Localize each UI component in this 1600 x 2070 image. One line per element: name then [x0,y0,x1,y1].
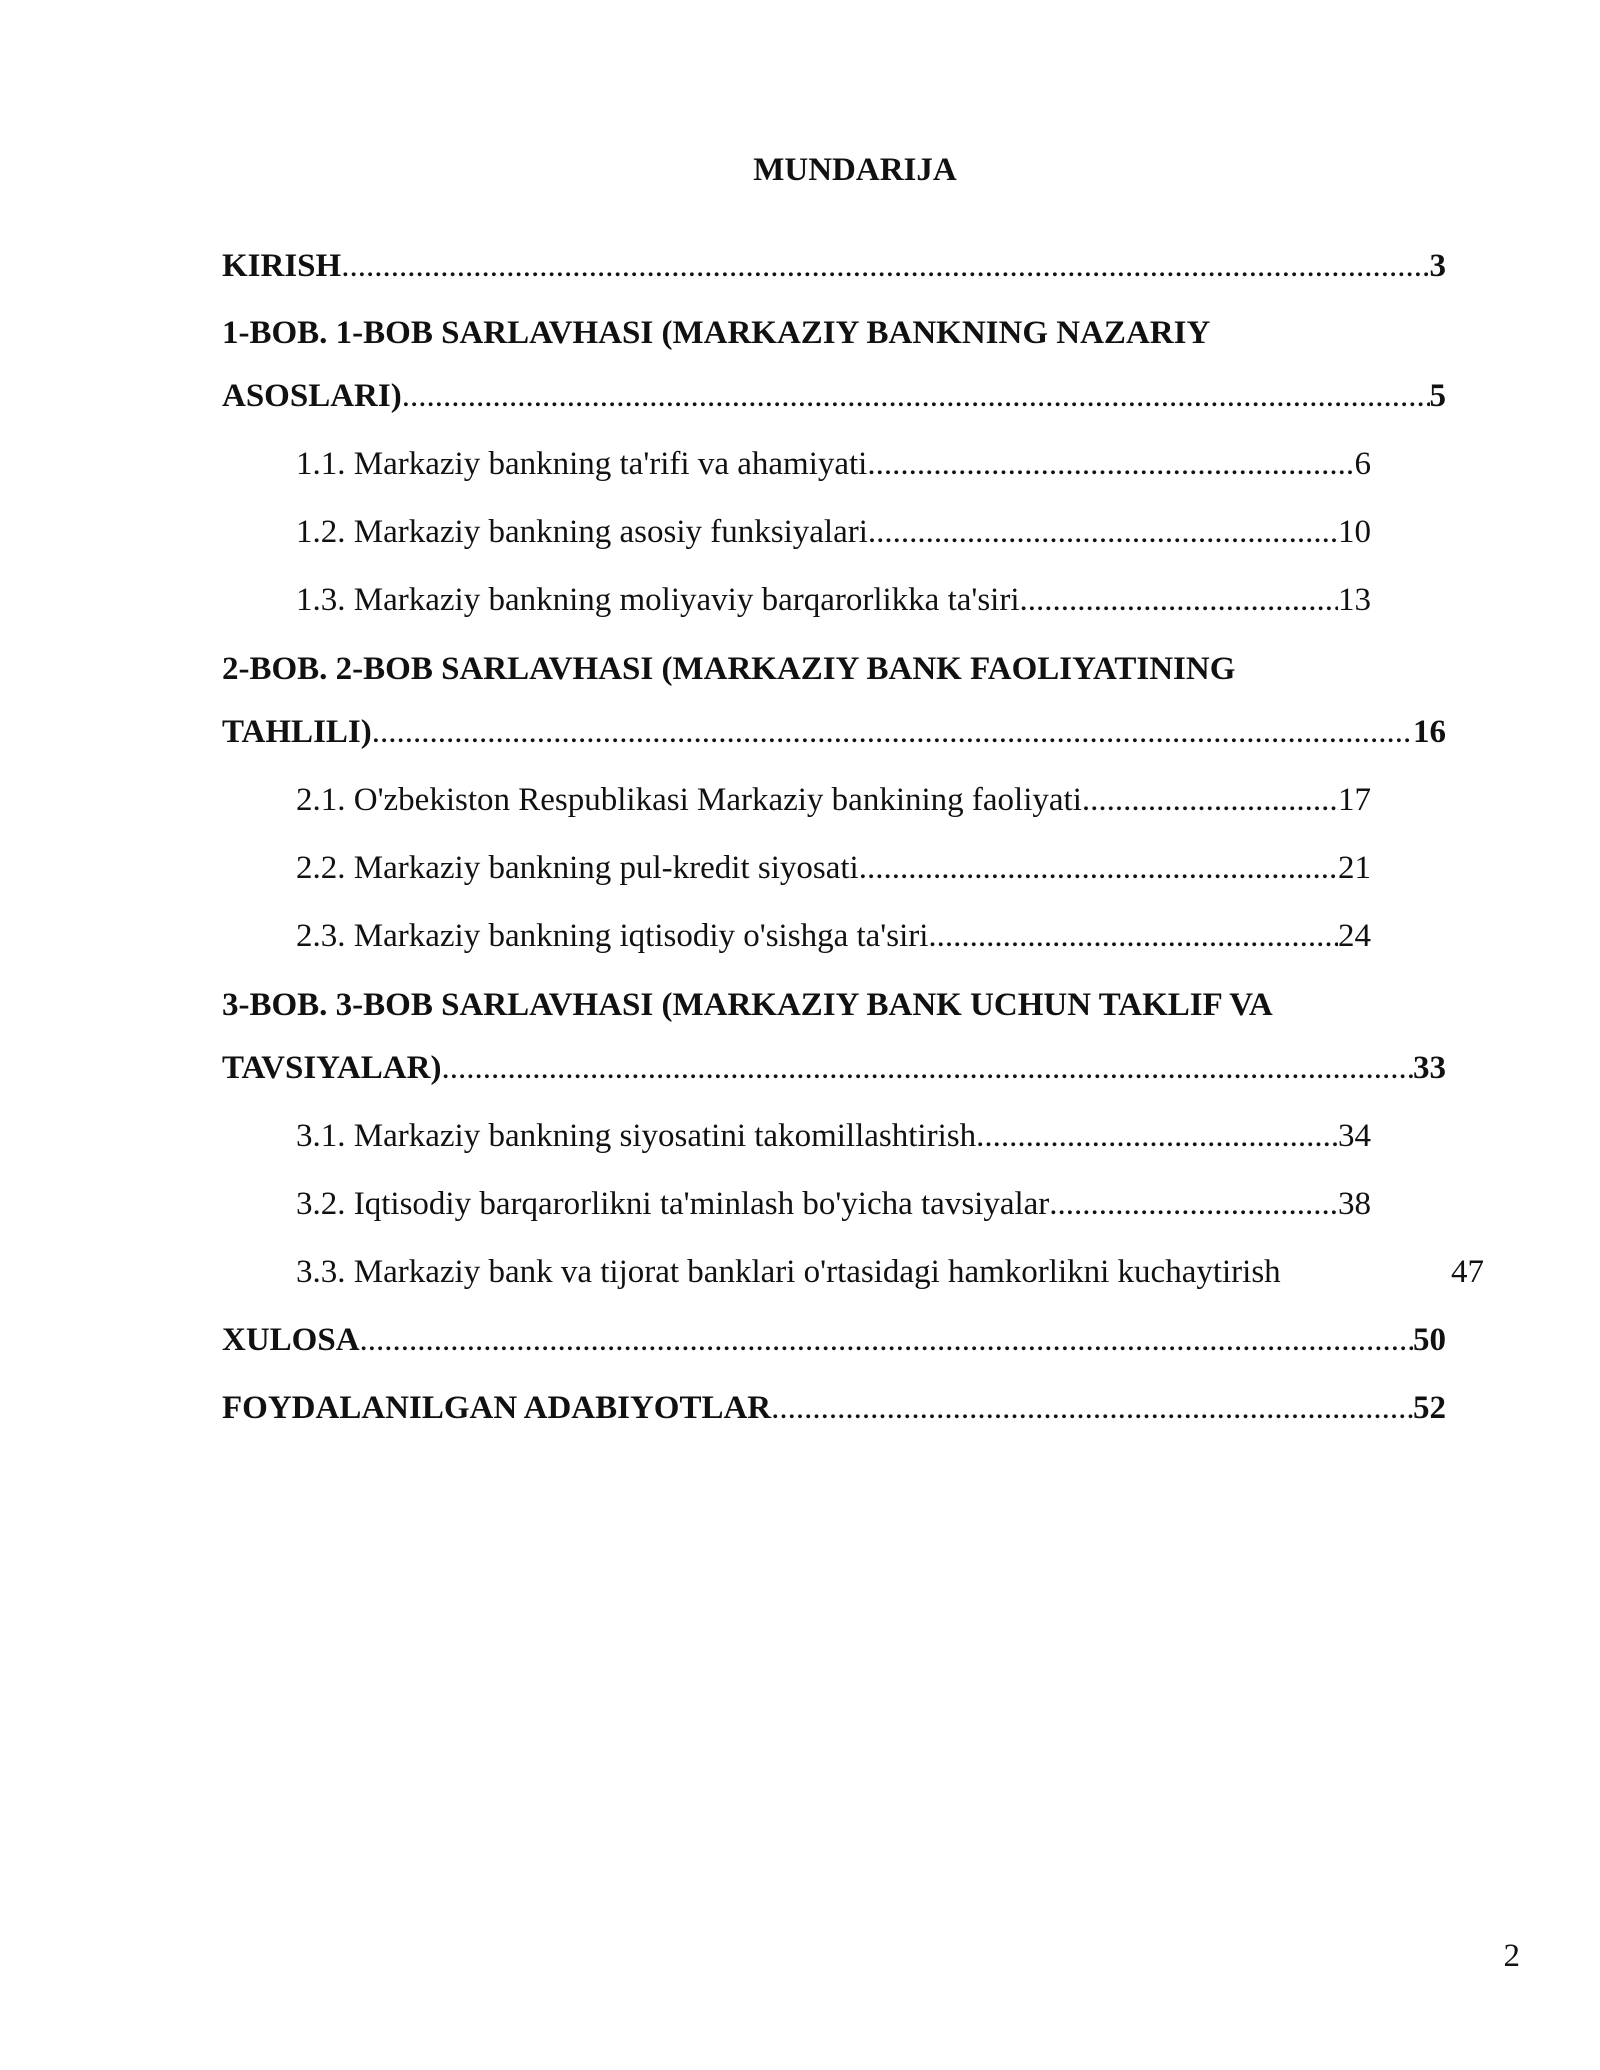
toc-entry-page: 3 [1429,248,1446,284]
toc-entry-page: 10 [1338,514,1371,550]
dot-leader [928,914,1338,958]
toc-entry-label: 2.2. Markaziy bankning pul-kredit siyosati [296,850,859,886]
toc-chapter-3-title: 3-BOB. 3-BOB SARLAVHASI (MARKAZIY BANK UCHUN TAKLIF VA [222,987,1273,1023]
toc-entry-page: 52 [1413,1390,1446,1426]
toc-entry-3-1[interactable] [296,1114,1371,1158]
toc-entry-label: XULOSA [222,1322,360,1358]
toc-entry-page: 38 [1338,1186,1371,1222]
toc-entry-label: 1.1. Markaziy bankning ta'rifi va ahamiyati [296,446,868,482]
toc-entry-3-3[interactable] [296,1250,1484,1294]
toc-entry-kirish[interactable] [222,244,1446,288]
toc-entry-label: TAVSIYALAR) [222,1050,442,1086]
dot-leader [360,1318,1413,1362]
toc-entry-label: 3.1. Markaziy bankning siyosatini takomillashtirish [296,1118,977,1154]
toc-entry-label: 1.3. Markaziy bankning moliyaviy barqarorlikka ta'siri [296,582,1020,618]
dot-leader [402,374,1430,418]
toc-entry-page: 21 [1338,850,1371,886]
toc-entry-2-1[interactable] [296,778,1371,822]
toc-entry-page: 47 [1451,1254,1484,1290]
toc-entry-label: ASOSLARI) [222,378,402,414]
toc-entry-2-2[interactable] [296,846,1371,890]
toc-entry-label: 1.2. Markaziy bankning asosiy funksiyalari [296,514,868,550]
dot-leader [372,710,1413,754]
toc-entry-1-1[interactable] [296,442,1371,486]
toc-entry-page: 16 [1413,714,1446,750]
toc-entry-label: 2.1. O'zbekiston Respublikasi Markaziy bankining faoliyati [296,782,1082,818]
toc-chapter-2-title: 2-BOB. 2-BOB SARLAVHASI (MARKAZIY BANK FAOLIYATINING [222,651,1236,687]
toc-entry-page: 50 [1413,1322,1446,1358]
toc-entry-label: TAHLILI) [222,714,372,750]
toc-entry-adabiyotlar[interactable] [222,1386,1446,1430]
toc-entry-page: 17 [1338,782,1371,818]
toc-entry-1-3[interactable] [296,578,1371,622]
toc-chapter-1-title: 1-BOB. 1-BOB SARLAVHASI (MARKAZIY BANKNING NAZARIY [222,315,1211,351]
dot-leader [1049,1182,1338,1226]
dot-leader [976,1114,1338,1158]
toc-entry-page: 24 [1338,918,1371,954]
toc-entry-label: 2.3. Markaziy bankning iqtisodiy o'sishga ta'siri [296,918,929,954]
toc-entry-label: KIRISH [222,248,342,284]
toc-entry-label: 3.2. Iqtisodiy barqarorlikni ta'minlash bo'yicha tavsiyalar [296,1186,1050,1222]
dot-leader [1020,578,1338,622]
dot-leader [771,1386,1413,1430]
toc-entry-chapter-1[interactable] [222,374,1446,418]
toc-entry-page: 6 [1354,446,1371,482]
toc-entry-2-3[interactable] [296,914,1371,958]
dot-leader [859,846,1338,890]
toc-entry-3-2[interactable] [296,1182,1371,1226]
page-title: MUNDARIJA [753,152,957,188]
toc-entry-chapter-2[interactable] [222,710,1446,754]
dot-leader [867,442,1354,486]
toc-entry-xulosa[interactable] [222,1318,1446,1362]
dot-leader [1082,778,1338,822]
dot-leader [441,1046,1413,1090]
dot-leader [341,244,1429,288]
toc-entry-page: 13 [1338,582,1371,618]
toc-entry-chapter-3[interactable] [222,1046,1446,1090]
toc-entry-label: FOYDALANILGAN ADABIYOTLAR [222,1390,772,1426]
toc-entry-1-2[interactable] [296,510,1371,554]
toc-entry-label: 3.3. Markaziy bank va tijorat banklari o'rtasidagi hamkorlikni kuchaytirish [296,1254,1281,1290]
dot-leader [868,510,1338,554]
toc-entry-page: 5 [1429,378,1446,414]
toc-entry-page: 33 [1413,1050,1446,1086]
toc-entry-page: 34 [1338,1118,1371,1154]
page-number: 2 [1503,1938,1520,1974]
